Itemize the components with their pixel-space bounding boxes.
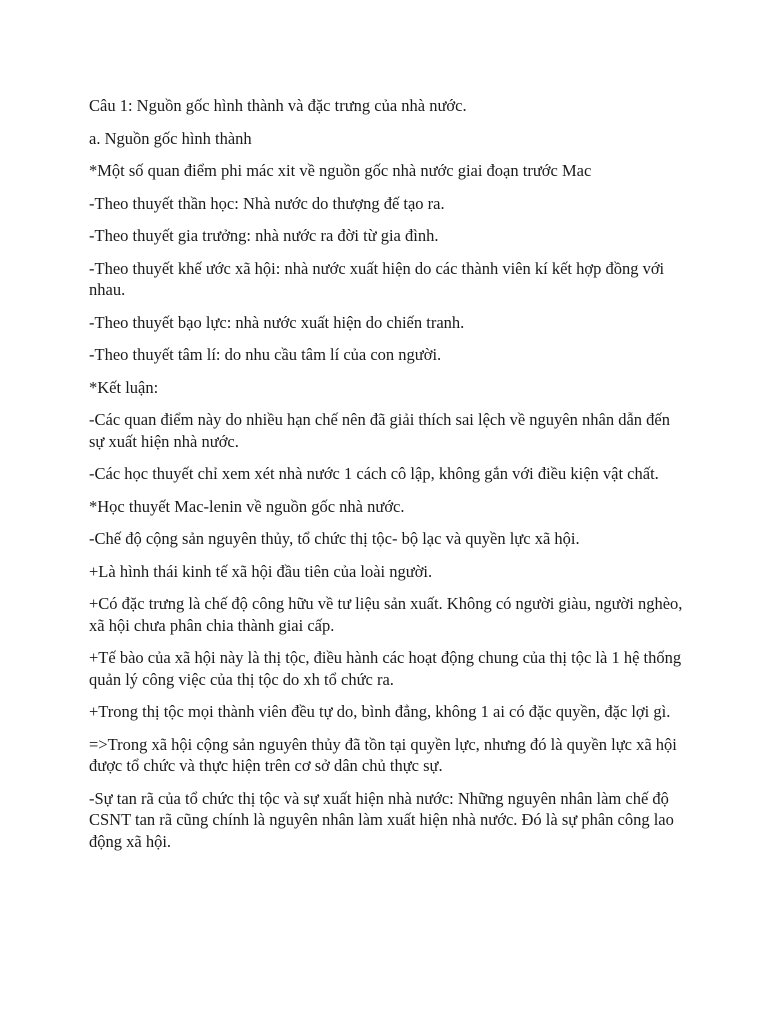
- paragraph: -Các quan điểm này do nhiều hạn chế nên đã giải thích sai lệch về nguyên nhân dẫn đến sự xuất hiện nhà nước.: [89, 410, 670, 451]
- paragraph: +Trong thị tộc mọi thành viên đều tự do, bình đẳng, không 1 ai có đặc quyền, đặc lợi gì.: [89, 702, 671, 721]
- paragraph: -Chế độ cộng sản nguyên thủy, tổ chức thị tộc- bộ lạc và quyền lực xã hội.: [89, 529, 580, 548]
- paragraph: =>Trong xã hội cộng sản nguyên thủy đã tồn tại quyền lực, nhưng đó là quyền lực xã hội được tổ chức và thực hiện trên cơ sở dân chủ thực sự.: [89, 734, 677, 775]
- paragraph: -Sự tan rã của tổ chức thị tộc và sự xuất hiện nhà nước: Những nguyên nhân làm chế độ CSNT tan rã cũng chính là nguyên nhân làm xuất hiện nhà nước. Đó là sự phân công lao động xã hội.: [89, 788, 674, 851]
- paragraph: -Theo thuyết bạo lực: nhà nước xuất hiện do chiến tranh.: [89, 312, 465, 332]
- paragraph: -Theo thuyết thần học: Nhà nước do thượng đế tạo ra.: [89, 193, 445, 213]
- paragraph: -Theo thuyết khế ước xã hội: nhà nước xuất hiện do các thành viên kí kết hợp đồng với nhau.: [89, 258, 665, 299]
- paragraph: *Một số quan điểm phi mác xit về nguồn gốc nhà nước giai đoạn trước Mac: [89, 161, 592, 180]
- section-heading: a. Nguồn gốc hình thành: [89, 128, 252, 148]
- paragraph: -Theo thuyết tâm lí: do nhu cầu tâm lí của con người.: [89, 345, 442, 364]
- document-body: [89, 95, 689, 863]
- paragraph: -Các học thuyết chỉ xem xét nhà nước 1 cách cô lập, không gắn với điều kiện vật chất.: [89, 464, 659, 483]
- paragraph: -Theo thuyết gia trưởng: nhà nước ra đời từ gia đình.: [89, 226, 439, 245]
- paragraph: *Kết luận:: [89, 377, 159, 397]
- paragraph: *Học thuyết Mac-lenin về nguồn gốc nhà nước.: [89, 496, 405, 516]
- paragraph: +Tế bào của xã hội này là thị tộc, điều hành các hoạt động chung của thị tộc là 1 hệ thống quản lý công việc của thị tộc do xh tổ chức ra.: [89, 648, 682, 689]
- paragraph: +Có đặc trưng là chế độ công hữu về tư liệu sản xuất. Không có người giàu, người nghèo, xã hội chưa phân chia thành giai cấp.: [89, 594, 683, 635]
- paragraph: +Là hình thái kinh tế xã hội đầu tiên của loài người.: [89, 561, 433, 581]
- question-heading: Câu 1: Nguồn gốc hình thành và đặc trưng của nhà nước.: [89, 96, 467, 115]
